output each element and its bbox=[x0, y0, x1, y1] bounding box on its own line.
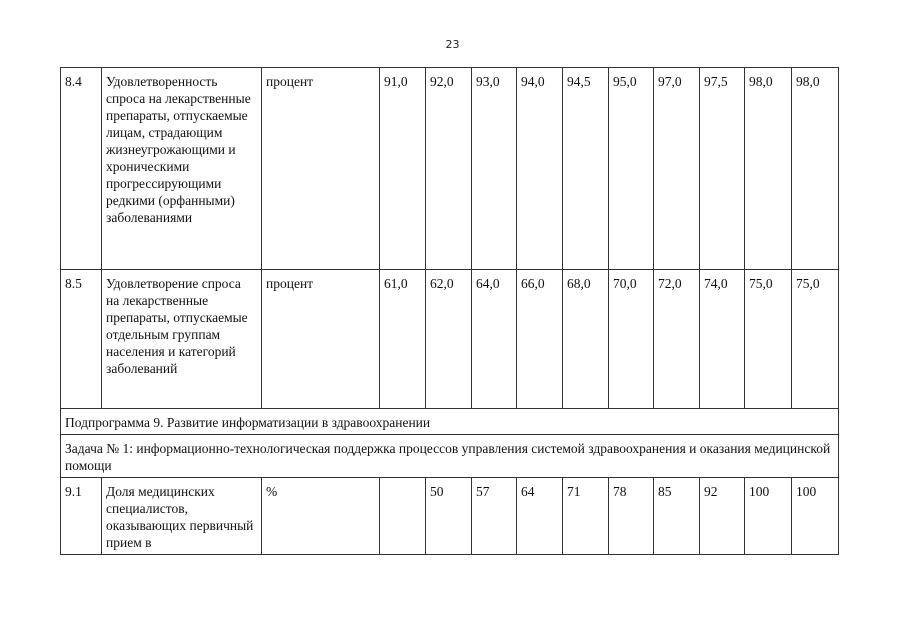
indicator-value: 50 bbox=[426, 478, 472, 555]
indicator-value: 100 bbox=[792, 478, 839, 555]
indicator-value: 78 bbox=[609, 478, 654, 555]
indicator-value: 97,0 bbox=[654, 68, 700, 270]
indicator-name: Доля медицинских специалистов, оказывающих первичный прием в bbox=[102, 478, 262, 555]
indicator-value: 75,0 bbox=[745, 270, 792, 409]
indicator-value: 95,0 bbox=[609, 68, 654, 270]
task-heading: Задача № 1: информационно-технологическая поддержка процессов управления системой здравоохранения и оказания медицинской помощи bbox=[61, 435, 839, 478]
indicator-value: 68,0 bbox=[563, 270, 609, 409]
indicator-value: 64 bbox=[517, 478, 563, 555]
indicator-value: 92 bbox=[700, 478, 745, 555]
indicator-value: 98,0 bbox=[792, 68, 839, 270]
indicator-value: 93,0 bbox=[472, 68, 517, 270]
indicator-value: 57 bbox=[472, 478, 517, 555]
indicator-value: 94,0 bbox=[517, 68, 563, 270]
indicator-value: 85 bbox=[654, 478, 700, 555]
indicator-unit: процент bbox=[262, 270, 380, 409]
table-row bbox=[61, 270, 839, 409]
indicator-value: 91,0 bbox=[380, 68, 426, 270]
indicator-value: 92,0 bbox=[426, 68, 472, 270]
indicator-number: 9.1 bbox=[61, 478, 102, 555]
indicator-value: 61,0 bbox=[380, 270, 426, 409]
table-row bbox=[61, 68, 839, 270]
indicator-value bbox=[380, 478, 426, 555]
indicator-value: 72,0 bbox=[654, 270, 700, 409]
table-row bbox=[61, 478, 839, 555]
indicator-value: 64,0 bbox=[472, 270, 517, 409]
indicator-value: 94,5 bbox=[563, 68, 609, 270]
indicator-name: Удовлетворение спроса на лекарственные препараты, отпускаемые отдельным группам населения и категорий заболеваний bbox=[102, 270, 262, 409]
section-row bbox=[61, 435, 839, 478]
indicators-table bbox=[60, 67, 839, 555]
indicator-value: 66,0 bbox=[517, 270, 563, 409]
indicator-value: 70,0 bbox=[609, 270, 654, 409]
indicator-value: 71 bbox=[563, 478, 609, 555]
indicator-number: 8.4 bbox=[61, 68, 102, 270]
page-number: 23 bbox=[445, 38, 460, 51]
indicator-unit: % bbox=[262, 478, 380, 555]
subprogram-heading: Подпрограмма 9. Развитие информатизации в здравоохранении bbox=[61, 409, 839, 435]
indicator-value: 74,0 bbox=[700, 270, 745, 409]
indicator-value: 62,0 bbox=[426, 270, 472, 409]
indicator-value: 98,0 bbox=[745, 68, 792, 270]
indicator-name: Удовлетворенность спроса на лекарственные препараты, отпускаемые лицам, страдающим жизнеугрожающими и хроническими прогрессирующими редкими (орфанными) заболеваниями bbox=[102, 68, 262, 270]
section-row bbox=[61, 409, 839, 435]
indicator-value: 97,5 bbox=[700, 68, 745, 270]
indicator-unit: процент bbox=[262, 68, 380, 270]
indicator-number: 8.5 bbox=[61, 270, 102, 409]
indicator-value: 100 bbox=[745, 478, 792, 555]
indicator-value: 75,0 bbox=[792, 270, 839, 409]
